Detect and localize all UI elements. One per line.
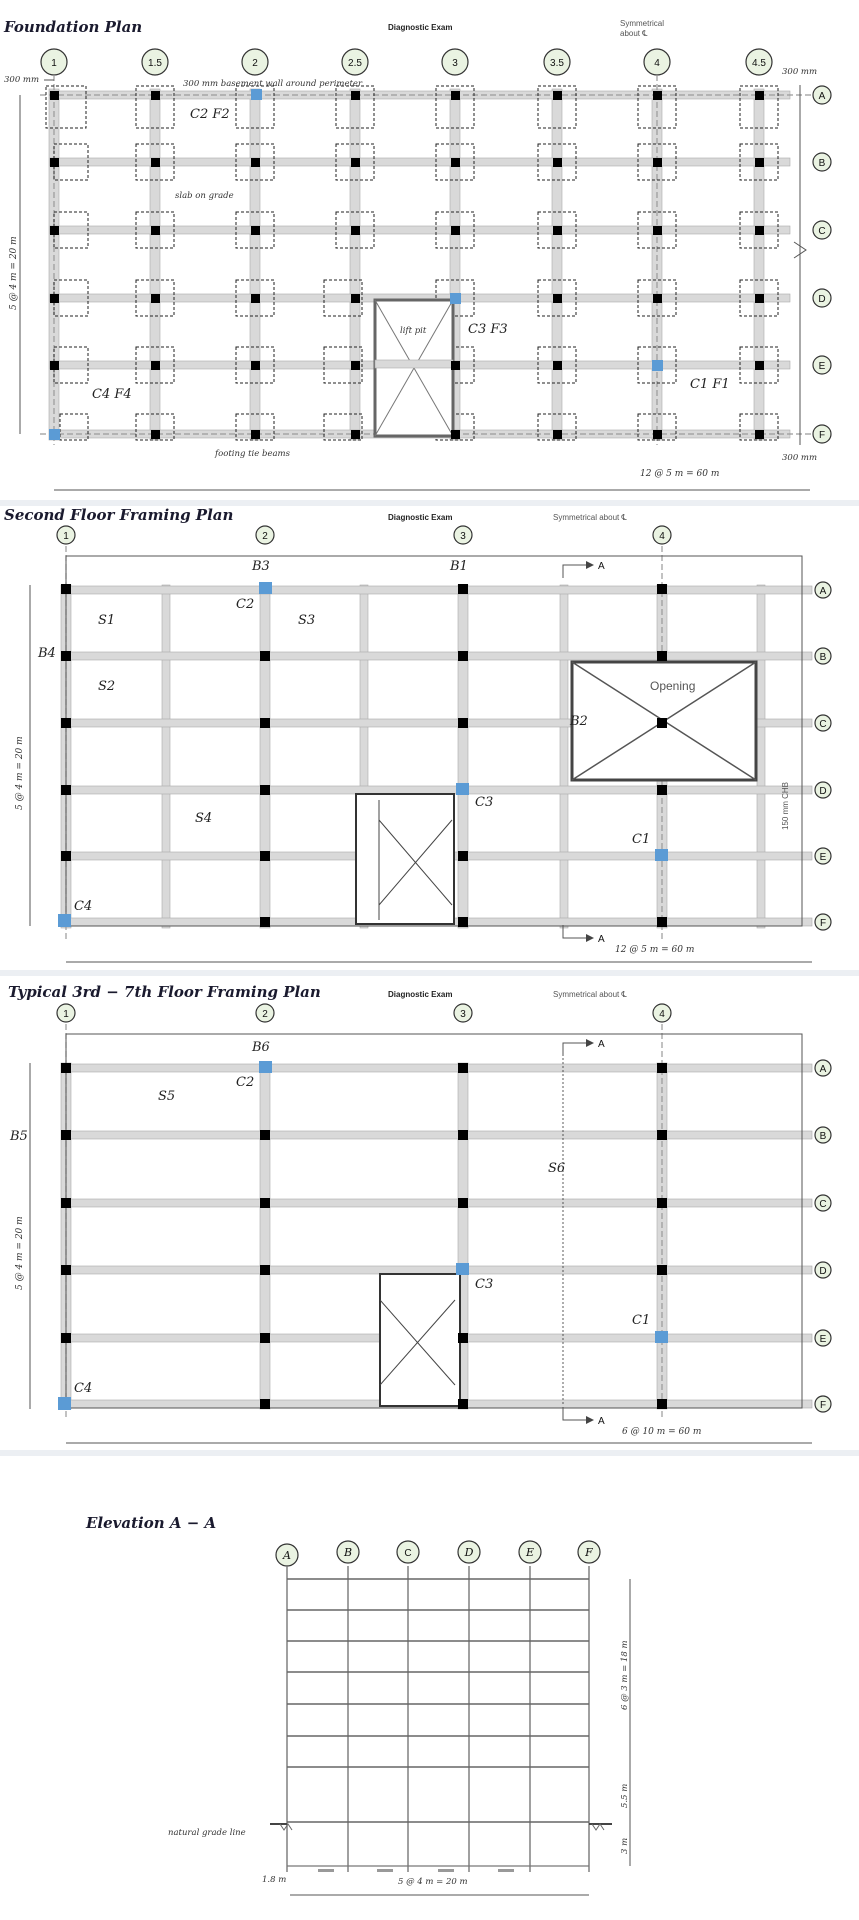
- tie-beam-h: [50, 226, 790, 234]
- section-mark-top: A: [598, 1039, 605, 1050]
- lift-beam: [375, 360, 453, 368]
- column: [61, 718, 71, 728]
- axis-bubble: [813, 153, 831, 171]
- column: [657, 917, 667, 927]
- second-floor-plan: [4, 506, 831, 962]
- axis-bubble: [815, 1262, 831, 1278]
- axis-bubble: [815, 848, 831, 864]
- column: [61, 785, 71, 795]
- column-c4: [49, 429, 60, 440]
- column: [553, 430, 562, 439]
- column: [251, 226, 260, 235]
- section-divider: [0, 970, 859, 976]
- column: [458, 1333, 468, 1343]
- axis-label: 4.5: [752, 58, 766, 69]
- axis-bubble: [544, 49, 570, 75]
- axis-label: C: [819, 719, 827, 730]
- axis-bubble: [276, 1544, 298, 1566]
- column: [458, 1198, 468, 1208]
- elevation-dimensions: [168, 1579, 630, 1895]
- axis-label: B: [343, 1546, 353, 1559]
- axis-label: 2: [252, 58, 258, 69]
- axis-label: B: [819, 652, 827, 663]
- axis-label: F: [818, 430, 826, 441]
- axis-bubble: [242, 49, 268, 75]
- column: [61, 1333, 71, 1343]
- axis-label: 2: [262, 1009, 268, 1020]
- column: [657, 1063, 667, 1073]
- column: [458, 718, 468, 728]
- column: [553, 91, 562, 100]
- axis-bubble: [813, 425, 831, 443]
- column: [553, 294, 562, 303]
- column: [458, 917, 468, 927]
- axis-bubble: [256, 1004, 274, 1022]
- lift-pit-label: lift pit: [400, 326, 427, 336]
- opening-label: Opening: [650, 679, 696, 693]
- axis-label: 4: [654, 58, 660, 69]
- column-c1: [655, 1331, 668, 1343]
- footing-mark: [498, 1869, 514, 1872]
- column: [50, 91, 59, 100]
- axis-bubble: [57, 1004, 75, 1022]
- column: [260, 851, 270, 861]
- axis-bubble: [813, 86, 831, 104]
- column: [50, 361, 59, 370]
- axis-label: C: [818, 226, 826, 237]
- beam-h: [62, 786, 812, 794]
- axis-label: D: [464, 1546, 474, 1559]
- label-c1: C1: [632, 832, 651, 847]
- label-b2: B2: [570, 714, 588, 729]
- offset-left: 300 mm: [4, 75, 40, 85]
- axis-label: 3: [452, 58, 458, 69]
- label-s3: S3: [298, 613, 316, 628]
- label-c3: C3: [475, 1277, 494, 1292]
- axis-bubble: [578, 1541, 600, 1563]
- axis-bubble: [815, 1195, 831, 1211]
- column-c3: [456, 783, 469, 795]
- axis-bubble: [815, 715, 831, 731]
- column: [653, 91, 662, 100]
- beam-v: [757, 585, 765, 928]
- column: [260, 1265, 270, 1275]
- footing-mark: [377, 1869, 393, 1872]
- column: [553, 361, 562, 370]
- label-c4-f4: C4 F4: [92, 387, 132, 402]
- label-s5: S5: [158, 1089, 176, 1104]
- column: [151, 361, 160, 370]
- column: [151, 158, 160, 167]
- beam-h: [62, 1064, 812, 1072]
- column: [657, 584, 667, 594]
- column-c2: [259, 582, 272, 594]
- axis-bubble: [815, 648, 831, 664]
- axis-label: C: [819, 1199, 827, 1210]
- axis-bubble: [41, 49, 67, 75]
- column: [657, 785, 667, 795]
- section-mark-bottom: A: [598, 1416, 605, 1427]
- column-c2: [259, 1061, 272, 1073]
- column: [251, 294, 260, 303]
- exam-label: Diagnostic Exam: [388, 23, 453, 32]
- section-arrow: [586, 1416, 594, 1424]
- column-c3: [450, 293, 461, 304]
- axis-label: D: [819, 786, 827, 797]
- column: [458, 651, 468, 661]
- axis-bubble: [813, 221, 831, 239]
- footing-mark: [318, 1869, 334, 1872]
- axis-label: D: [818, 294, 826, 305]
- column: [553, 158, 562, 167]
- column-c1: [655, 849, 668, 861]
- axis-bubble: [458, 1541, 480, 1563]
- column: [657, 1265, 667, 1275]
- column: [61, 651, 71, 661]
- symmetry-note: Symmetrical: [620, 19, 665, 28]
- column: [657, 1130, 667, 1140]
- column: [251, 158, 260, 167]
- column-c1: [652, 360, 663, 371]
- second-floor-row-bubbles: [815, 582, 831, 930]
- column: [260, 1130, 270, 1140]
- typical-floor-row-bubbles: [815, 1060, 831, 1412]
- label-b3: B3: [252, 559, 270, 574]
- column: [260, 917, 270, 927]
- axis-bubble: [815, 1127, 831, 1143]
- axis-label: E: [525, 1546, 535, 1559]
- axis-label: A: [819, 1064, 827, 1075]
- label-b4: B4: [38, 646, 56, 661]
- axis-bubble: [815, 1396, 831, 1412]
- column: [755, 430, 764, 439]
- column: [351, 294, 360, 303]
- column: [451, 430, 460, 439]
- axis-bubble: [746, 49, 772, 75]
- axis-bubble: [337, 1541, 359, 1563]
- axis-label: 4: [659, 1009, 665, 1020]
- column: [260, 785, 270, 795]
- axis-label: D: [819, 1266, 827, 1277]
- axis-bubble: [342, 49, 368, 75]
- elevation-section: [85, 1514, 630, 1895]
- column: [260, 651, 270, 661]
- column: [260, 718, 270, 728]
- basement-dimension: 3 m: [620, 1837, 630, 1854]
- axis-bubble: [653, 1004, 671, 1022]
- elevation-frame: [270, 1566, 612, 1872]
- second-floor-title: Second Floor Framing Plan: [4, 506, 234, 524]
- axis-label: 3.5: [550, 58, 564, 69]
- section-divider: [0, 1450, 859, 1456]
- foundation-plan-title: Foundation Plan: [4, 18, 143, 36]
- slab-on-grade-note: slab on grade: [175, 191, 234, 201]
- symmetry-note: Symmetrical about ℄: [553, 990, 627, 999]
- column: [61, 1198, 71, 1208]
- column: [458, 1063, 468, 1073]
- axis-bubble: [142, 49, 168, 75]
- beam-v: [162, 585, 170, 928]
- axis-bubble: [815, 914, 831, 930]
- axis-bubble: [813, 356, 831, 374]
- column-c4: [58, 1397, 71, 1410]
- column: [61, 1130, 71, 1140]
- beam-h: [62, 1266, 812, 1274]
- axis-bubble: [256, 526, 274, 544]
- stair-well: [380, 1274, 460, 1406]
- beam-v: [458, 585, 468, 928]
- axis-label: 4: [659, 531, 665, 542]
- column: [151, 226, 160, 235]
- column: [260, 1333, 270, 1343]
- column: [451, 226, 460, 235]
- axis-label: E: [819, 1334, 827, 1345]
- column: [251, 361, 260, 370]
- column-c4: [58, 914, 71, 927]
- foundation-row-bubbles: [813, 86, 831, 443]
- axis-label: B: [819, 1131, 827, 1142]
- foundation-plan: [3, 18, 831, 490]
- label-c3: C3: [475, 795, 494, 810]
- first-storey-dimension: 5.5 m: [620, 1783, 630, 1808]
- horizontal-dimension: 12 @ 5 m = 60 m: [615, 945, 695, 955]
- label-s6: S6: [548, 1161, 566, 1176]
- elevation-title: Elevation A − A: [86, 1514, 217, 1532]
- label-c1-f1: C1 F1: [690, 377, 730, 392]
- axis-bubble: [442, 49, 468, 75]
- column: [151, 294, 160, 303]
- column: [151, 430, 160, 439]
- column: [458, 1399, 468, 1409]
- stair-outline: [356, 794, 454, 924]
- stair-well: [356, 794, 454, 924]
- tie-beam-v: [754, 89, 764, 440]
- label-b1: B1: [450, 559, 468, 574]
- axis-label: 1: [63, 531, 69, 542]
- axis-label: 2.5: [348, 58, 362, 69]
- axis-bubble: [815, 1060, 831, 1076]
- column: [458, 1130, 468, 1140]
- axis-label: F: [585, 1546, 593, 1559]
- tie-beam-v: [250, 89, 260, 440]
- axis-label: 1: [63, 1009, 69, 1020]
- column-c3: [456, 1263, 469, 1275]
- basement-wall-note: 300 mm basement wall around perimeter: [183, 79, 363, 89]
- tie-beam-v: [350, 89, 360, 440]
- column: [755, 91, 764, 100]
- column: [458, 584, 468, 594]
- label-c2: C2: [236, 597, 255, 612]
- label-c4: C4: [74, 1381, 93, 1396]
- column: [451, 158, 460, 167]
- axis-bubble: [454, 1004, 472, 1022]
- axis-bubble: [813, 289, 831, 307]
- axis-label: E: [818, 361, 826, 372]
- column: [653, 430, 662, 439]
- column: [260, 1198, 270, 1208]
- column: [657, 1399, 667, 1409]
- axis-bubble: [644, 49, 670, 75]
- column: [451, 361, 460, 370]
- column: [61, 851, 71, 861]
- column: [50, 294, 59, 303]
- tie-beam-note: footing tie beams: [215, 449, 290, 459]
- axis-bubble: [815, 782, 831, 798]
- axis-label: F: [819, 1400, 827, 1411]
- label-s2: S2: [98, 679, 116, 694]
- chb-note: 150 mm CHB: [781, 781, 790, 830]
- footing-mark: [438, 1869, 454, 1872]
- bottom-dimension: 5 @ 4 m = 20 m: [398, 1877, 468, 1887]
- column: [755, 158, 764, 167]
- label-s4: S4: [195, 811, 213, 826]
- column: [755, 361, 764, 370]
- tie-beam-v: [552, 89, 562, 440]
- column: [657, 718, 667, 728]
- axis-bubble: [397, 1541, 419, 1563]
- column: [653, 226, 662, 235]
- axis-bubble: [653, 526, 671, 544]
- vertical-dimension: 5 @ 4 m = 20 m: [9, 236, 19, 310]
- section-arrow: [586, 561, 594, 569]
- foundation-col-bubbles: [41, 49, 772, 75]
- section-arrow: [586, 934, 594, 942]
- column: [351, 226, 360, 235]
- column: [251, 430, 260, 439]
- column: [653, 158, 662, 167]
- offset-bottom: 300 mm: [782, 453, 818, 463]
- axis-label: 3: [460, 531, 466, 542]
- elevation-axis-bubbles: [276, 1541, 600, 1566]
- axis-label: 1.5: [148, 58, 162, 69]
- axis-bubble: [815, 1330, 831, 1346]
- column: [351, 91, 360, 100]
- section-cut-top: [563, 1043, 590, 1056]
- beam-v: [260, 1063, 270, 1409]
- section-mark-top: A: [598, 561, 605, 572]
- beam-h: [62, 1199, 812, 1207]
- label-c2-f2: C2 F2: [190, 107, 230, 122]
- column: [260, 1399, 270, 1409]
- left-dimension: 1.8 m: [262, 1875, 287, 1885]
- label-b6: B6: [252, 1040, 270, 1055]
- tie-beam-v: [150, 89, 160, 440]
- column: [50, 226, 59, 235]
- tie-beam-h: [50, 158, 790, 166]
- label-b5: B5: [10, 1129, 28, 1144]
- section-cut-top: [563, 565, 590, 578]
- beam-h: [62, 652, 812, 660]
- axis-label: E: [819, 852, 827, 863]
- column: [61, 1063, 71, 1073]
- axis-label: A: [283, 1549, 291, 1562]
- axis-label: 2: [262, 531, 268, 542]
- axis-bubble: [519, 1541, 541, 1563]
- beam-v: [260, 585, 270, 928]
- second-floor-col-bubbles: [57, 526, 671, 544]
- section-cut-bottom: [563, 1407, 590, 1420]
- typical-floor-col-bubbles: [57, 1004, 671, 1022]
- typical-floor-title: Typical 3rd − 7th Floor Framing Plan: [8, 983, 321, 1001]
- typical-floor-columns: [58, 1061, 668, 1410]
- column: [351, 158, 360, 167]
- column: [657, 1198, 667, 1208]
- column: [458, 851, 468, 861]
- column-c2: [251, 89, 262, 100]
- axis-label: 1: [51, 58, 57, 69]
- axis-bubble: [815, 582, 831, 598]
- exam-label: Diagnostic Exam: [388, 990, 453, 999]
- axis-bubble: [57, 526, 75, 544]
- column: [351, 361, 360, 370]
- section-mark-bottom: A: [598, 934, 605, 945]
- axis-label: C: [404, 1548, 412, 1559]
- horizontal-dimension: 6 @ 10 m = 60 m: [622, 1427, 702, 1437]
- column: [61, 1265, 71, 1275]
- label-c1: C1: [632, 1313, 651, 1328]
- vertical-dimension: 5 @ 4 m = 20 m: [15, 736, 25, 810]
- column: [657, 651, 667, 661]
- beam-h: [62, 586, 812, 594]
- label-c3-f3: C3 F3: [468, 322, 508, 337]
- horizontal-dimension: 12 @ 5 m = 60 m: [640, 469, 720, 479]
- column: [755, 226, 764, 235]
- symmetry-note: Symmetrical about ℄: [553, 513, 627, 522]
- column: [50, 158, 59, 167]
- label-s1: S1: [98, 613, 116, 628]
- column: [61, 584, 71, 594]
- grade-line-note: natural grade line: [168, 1828, 246, 1838]
- axis-label: B: [818, 158, 826, 169]
- beam-h: [62, 1131, 812, 1139]
- axis-bubble: [454, 526, 472, 544]
- label-c2: C2: [236, 1075, 255, 1090]
- column: [351, 430, 360, 439]
- storey-dimension: 6 @ 3 m = 18 m: [620, 1640, 630, 1710]
- symmetry-note-2: about ℄: [620, 29, 648, 38]
- column: [755, 294, 764, 303]
- offset-right: 300 mm: [782, 67, 818, 77]
- axis-label: 3: [460, 1009, 466, 1020]
- axis-label: A: [818, 91, 826, 102]
- typical-floor-plan: [8, 983, 831, 1443]
- column: [151, 91, 160, 100]
- axis-label: A: [819, 586, 827, 597]
- column: [451, 91, 460, 100]
- lift-pit: [375, 300, 453, 436]
- section-arrow: [586, 1039, 594, 1047]
- exam-label: Diagnostic Exam: [388, 513, 453, 522]
- label-c4: C4: [74, 899, 93, 914]
- axis-label: F: [819, 918, 827, 929]
- column: [553, 226, 562, 235]
- vertical-dimension: 5 @ 4 m = 20 m: [15, 1216, 25, 1290]
- column: [653, 294, 662, 303]
- beam-v: [560, 585, 568, 928]
